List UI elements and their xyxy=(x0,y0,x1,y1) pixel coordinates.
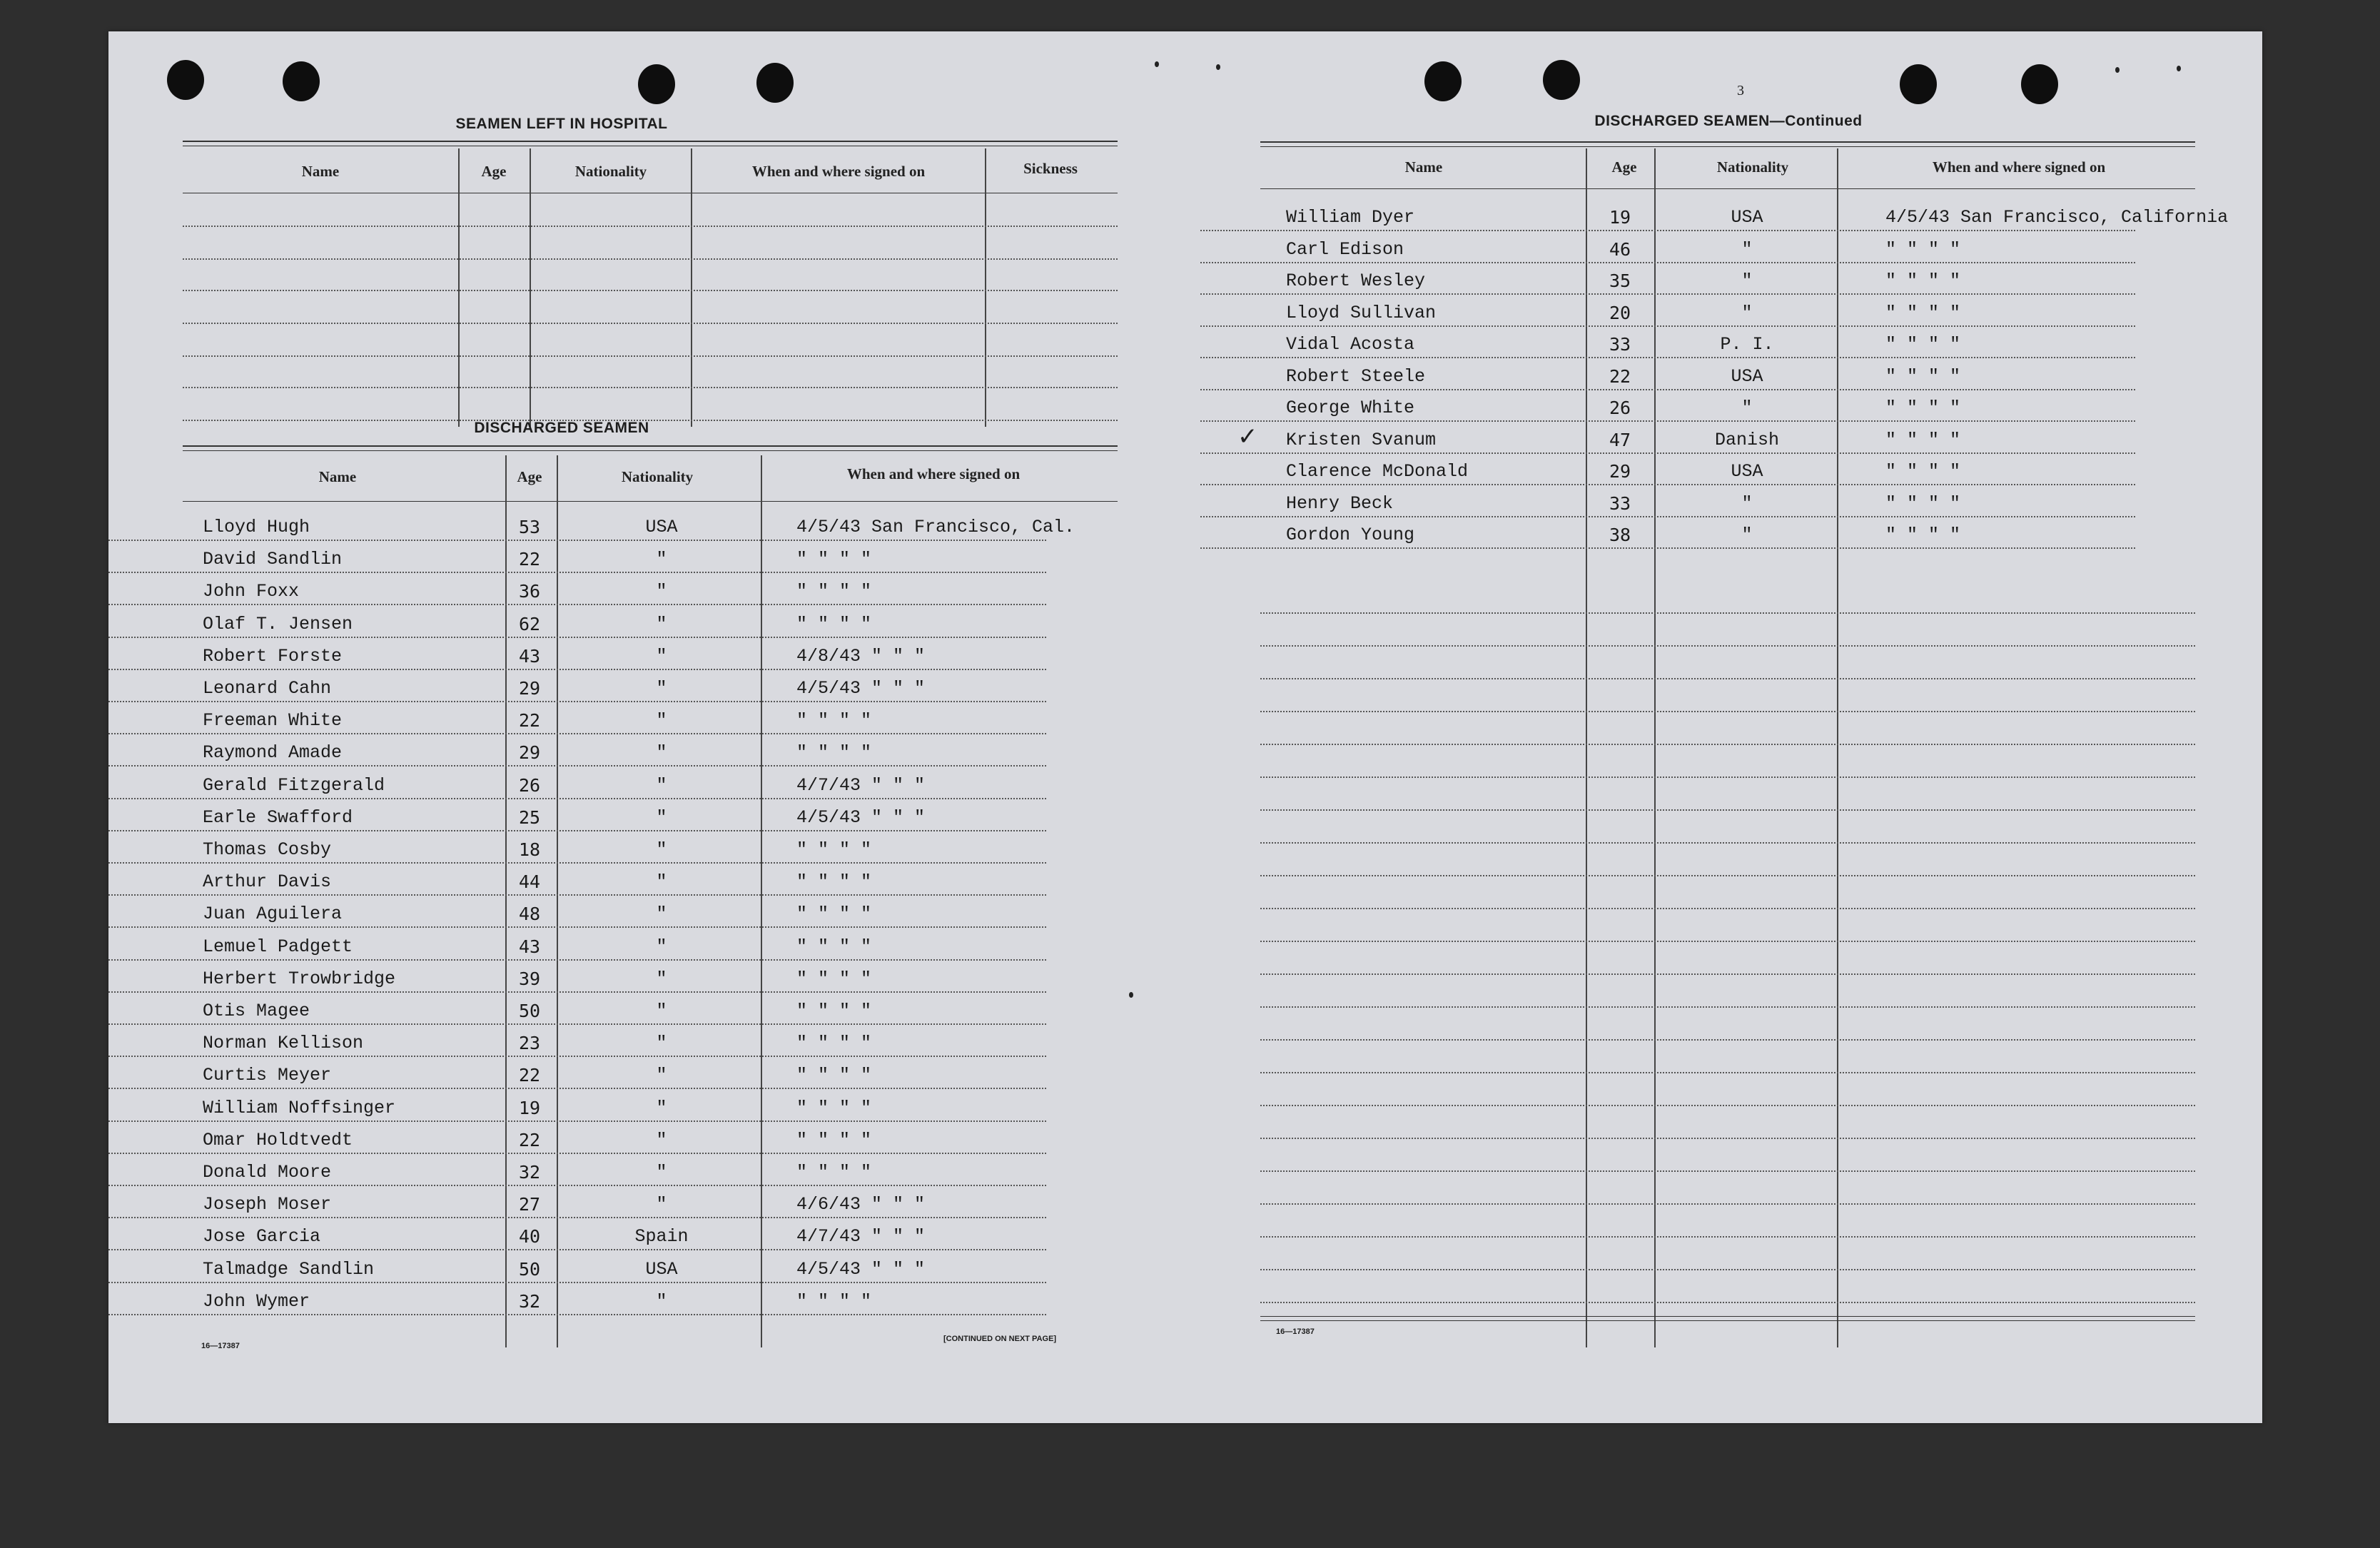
seaman-name: Freeman White xyxy=(203,710,343,732)
seaman-nationality: " xyxy=(656,1097,667,1118)
seaman-nationality: " xyxy=(656,678,667,699)
punch-hole xyxy=(756,63,794,103)
table-row xyxy=(108,614,1046,645)
discharged-col-age: Age xyxy=(517,468,542,485)
form-number-right: 16—17387 xyxy=(1276,1327,1315,1336)
signed-on: " " " " xyxy=(796,710,872,732)
table-row xyxy=(108,549,1046,580)
seaman-nationality: Danish xyxy=(1714,429,1779,450)
signed-on: " " " " xyxy=(796,1162,872,1183)
seaman-name: Robert Steele xyxy=(1286,365,1426,387)
table-row xyxy=(1200,398,2135,429)
seaman-name: Omar Holdtvedt xyxy=(203,1129,353,1150)
seaman-name: William Noffsinger xyxy=(203,1097,396,1118)
seaman-age: 44 xyxy=(518,871,541,893)
seaman-age: 53 xyxy=(518,517,541,537)
table-row xyxy=(108,1194,1046,1225)
seaman-nationality: " xyxy=(656,1162,667,1183)
seaman-age: 62 xyxy=(518,613,541,634)
seaman-nationality: " xyxy=(656,710,667,732)
hospital-col-signed: When and where signed on xyxy=(751,163,926,180)
seaman-age: 18 xyxy=(518,839,541,860)
seaman-name: Lloyd Sullivan xyxy=(1286,302,1437,323)
hospital-title: SEAMEN LEFT IN HOSPITAL xyxy=(455,116,668,132)
seaman-age: 25 xyxy=(518,806,541,828)
signed-on: 4/7/43 " " " xyxy=(796,774,926,796)
table-row xyxy=(108,968,1046,1000)
seaman-nationality: " xyxy=(1741,525,1753,545)
seaman-age: 19 xyxy=(518,1097,541,1118)
seaman-name: Carl Edison xyxy=(1286,238,1404,260)
table-row xyxy=(1200,525,2135,556)
table-row xyxy=(108,581,1046,612)
seaman-nationality: " xyxy=(656,1065,667,1086)
seaman-age: 22 xyxy=(1609,365,1631,387)
seaman-age: 47 xyxy=(1609,429,1631,450)
table-row xyxy=(1200,207,2229,238)
seaman-nationality: " xyxy=(656,936,667,957)
form-number: 16—17387 xyxy=(201,1342,240,1350)
seaman-age: 40 xyxy=(518,1226,541,1248)
seaman-age: 38 xyxy=(1609,525,1631,545)
signed-on: " " " " xyxy=(796,581,872,602)
signed-on: " " " " xyxy=(1885,525,1961,545)
table-row xyxy=(108,1291,1046,1322)
table-row xyxy=(1200,461,2135,492)
seaman-age: 29 xyxy=(518,678,541,699)
seaman-nationality: " xyxy=(656,1290,667,1312)
seaman-name: Earle Swafford xyxy=(203,806,353,828)
seaman-name: Talmadge Sandlin xyxy=(203,1258,375,1280)
seaman-name: Otis Magee xyxy=(203,1001,310,1021)
table-row xyxy=(1200,493,2135,525)
seaman-nationality: " xyxy=(1741,270,1753,291)
seaman-nationality: " xyxy=(656,645,667,667)
table-row xyxy=(1200,270,2135,302)
seaman-nationality: " xyxy=(656,904,667,925)
discharged-col-nationality: Nationality xyxy=(621,468,694,485)
punch-hole xyxy=(2021,64,2058,104)
seaman-name: Lemuel Padgett xyxy=(203,936,353,957)
seaman-nationality: " xyxy=(656,871,667,893)
table-row xyxy=(108,742,1046,774)
table-row xyxy=(1200,422,2135,461)
seaman-nationality: " xyxy=(656,1129,667,1150)
seaman-age: 22 xyxy=(518,710,541,732)
seaman-nationality: USA xyxy=(645,1258,678,1280)
signed-on: " " " " xyxy=(796,549,872,570)
seaman-nationality: " xyxy=(656,1001,667,1021)
table-row xyxy=(108,1130,1046,1161)
seaman-nationality: USA xyxy=(1731,461,1763,482)
seaman-age: 22 xyxy=(518,1129,541,1150)
seaman-age: 33 xyxy=(1609,334,1631,355)
continued-note: [CONTINUED ON NEXT PAGE] xyxy=(943,1335,1057,1343)
seaman-nationality: " xyxy=(656,839,667,860)
seaman-name: Arthur Davis xyxy=(203,871,332,893)
seaman-name: Gerald Fitzgerald xyxy=(203,774,385,796)
seaman-age: 27 xyxy=(518,1194,541,1215)
table-row xyxy=(108,839,1046,871)
seaman-age: 50 xyxy=(518,1001,541,1021)
seaman-nationality: " xyxy=(656,1033,667,1054)
seaman-name: David Sandlin xyxy=(203,549,343,570)
seaman-age: 19 xyxy=(1609,207,1631,228)
seaman-age: 46 xyxy=(1609,238,1631,260)
signed-on: " " " " xyxy=(796,742,872,764)
seaman-nationality: " xyxy=(1741,302,1753,323)
table-row xyxy=(108,775,1046,806)
signed-on: 4/5/43 San Francisco, Cal. xyxy=(796,517,1075,537)
seaman-nationality: " xyxy=(1741,492,1753,514)
signed-on: 4/8/43 " " " xyxy=(796,645,926,667)
table-row xyxy=(108,1033,1046,1064)
hospital-col-sickness: Sickness xyxy=(1023,160,1078,177)
seaman-nationality: " xyxy=(656,742,667,764)
seaman-name: Jose Garcia xyxy=(203,1226,321,1248)
continued-col-nationality: Nationality xyxy=(1716,158,1789,176)
hospital-col-nationality: Nationality xyxy=(574,163,647,180)
continued-col-signed: When and where signed on xyxy=(1932,158,2106,176)
table-row xyxy=(108,807,1046,839)
seaman-age: 29 xyxy=(1609,461,1631,482)
seaman-name: Lloyd Hugh xyxy=(203,517,310,537)
table-row xyxy=(108,1001,1046,1032)
seaman-name: Robert Forste xyxy=(203,645,343,667)
punch-hole xyxy=(638,64,675,104)
seaman-name: Curtis Meyer xyxy=(203,1065,332,1086)
hospital-col-age: Age xyxy=(481,163,507,180)
seaman-age: 48 xyxy=(518,904,541,925)
signed-on: " " " " xyxy=(1885,334,1961,355)
seaman-age: 50 xyxy=(518,1258,541,1280)
table-row xyxy=(108,517,1075,548)
seaman-nationality: " xyxy=(656,774,667,796)
seaman-name: Olaf T. Jensen xyxy=(203,613,353,634)
signed-on: " " " " xyxy=(796,613,872,634)
seaman-nationality: " xyxy=(1741,238,1753,260)
continued-col-name: Name xyxy=(1404,158,1443,176)
signed-on: 4/6/43 " " " xyxy=(796,1194,926,1215)
table-row xyxy=(1200,303,2135,334)
seaman-age: 39 xyxy=(518,968,541,989)
seaman-nationality: USA xyxy=(1731,207,1763,228)
discharged-col-signed: When and where signed on xyxy=(846,465,1021,482)
seaman-nationality: " xyxy=(656,806,667,828)
seaman-nationality: " xyxy=(656,549,667,570)
seaman-age: 29 xyxy=(518,742,541,764)
signed-on: " " " " xyxy=(796,1001,872,1021)
document-sheet xyxy=(108,31,2262,1423)
seaman-name: Henry Beck xyxy=(1286,492,1394,514)
seaman-age: 43 xyxy=(518,645,541,667)
seaman-age: 32 xyxy=(518,1290,541,1312)
seaman-age: 36 xyxy=(518,581,541,602)
signed-on: " " " " xyxy=(1885,302,1961,323)
seaman-age: 35 xyxy=(1609,270,1631,291)
seaman-nationality: " xyxy=(656,1194,667,1215)
seaman-age: 20 xyxy=(1609,302,1631,323)
punch-hole xyxy=(1900,64,1937,104)
table-row xyxy=(108,1162,1046,1193)
continued-col-age: Age xyxy=(1611,158,1637,176)
signed-on: " " " " xyxy=(1885,238,1961,260)
punch-hole xyxy=(1543,60,1580,100)
signed-on: 4/7/43 " " " xyxy=(796,1226,926,1248)
table-row xyxy=(108,710,1046,742)
seaman-age: 43 xyxy=(518,936,541,957)
signed-on: " " " " xyxy=(796,1033,872,1054)
signed-on: 4/5/43 " " " xyxy=(796,1258,926,1280)
seaman-name: Clarence McDonald xyxy=(1286,461,1469,482)
table-row xyxy=(108,646,1046,677)
seaman-name: Juan Aguilera xyxy=(203,904,343,925)
seaman-name: George White xyxy=(1286,398,1415,418)
signed-on: " " " " xyxy=(796,1290,872,1312)
seaman-age: 22 xyxy=(518,549,541,570)
signed-on: " " " " xyxy=(1885,429,1961,450)
seaman-name: Donald Moore xyxy=(203,1162,332,1183)
seaman-nationality: " xyxy=(656,613,667,634)
seaman-name: Raymond Amade xyxy=(203,742,343,764)
seaman-age: 26 xyxy=(1609,398,1631,418)
discharged-continued-title: DISCHARGED SEAMEN—Continued xyxy=(1594,113,1863,129)
seaman-name: Gordon Young xyxy=(1286,525,1415,545)
signed-on: " " " " xyxy=(796,968,872,989)
signed-on: " " " " xyxy=(1885,492,1961,514)
signed-on: " " " " xyxy=(1885,270,1961,291)
seaman-age: 32 xyxy=(518,1162,541,1183)
seaman-name: John Foxx xyxy=(203,581,300,602)
table-row xyxy=(108,678,1046,709)
signed-on: " " " " xyxy=(796,904,872,925)
signed-on: 4/5/43 " " " xyxy=(796,678,926,699)
seaman-name: Norman Kellison xyxy=(203,1033,364,1054)
signed-on: 4/5/43 " " " xyxy=(796,806,926,828)
seaman-nationality: " xyxy=(1741,398,1753,418)
signed-on: " " " " xyxy=(796,1129,872,1150)
seaman-name: Joseph Moser xyxy=(203,1194,332,1215)
signed-on: 4/5/43 San Francisco, California xyxy=(1885,207,2229,228)
discharged-col-name: Name xyxy=(318,468,357,485)
punch-hole xyxy=(1424,61,1462,101)
signed-on: " " " " xyxy=(1885,398,1961,418)
seaman-nationality: " xyxy=(656,581,667,602)
seaman-name: John Wymer xyxy=(203,1290,310,1312)
seaman-age: 22 xyxy=(518,1065,541,1086)
check-mark: ✓ xyxy=(1237,422,1258,451)
signed-on: " " " " xyxy=(796,839,872,860)
table-row xyxy=(1200,366,2135,398)
table-row xyxy=(108,1226,1046,1258)
seaman-nationality: " xyxy=(656,968,667,989)
seaman-nationality: USA xyxy=(1731,365,1763,387)
page-number: 3 xyxy=(1737,83,1744,98)
seaman-name: Leonard Cahn xyxy=(203,678,332,699)
seaman-nationality: P. I. xyxy=(1720,334,1774,355)
seaman-name: Robert Wesley xyxy=(1286,270,1426,291)
table-row xyxy=(108,871,1046,903)
seaman-name: Thomas Cosby xyxy=(203,839,332,860)
table-row xyxy=(1200,334,2135,365)
table-row xyxy=(108,904,1046,935)
discharged-title: DISCHARGED SEAMEN xyxy=(474,420,649,436)
signed-on: " " " " xyxy=(796,936,872,957)
punch-hole xyxy=(167,60,204,100)
seaman-name: Vidal Acosta xyxy=(1286,334,1415,355)
signed-on: " " " " xyxy=(1885,461,1961,482)
seaman-age: 33 xyxy=(1609,492,1631,514)
seaman-age: 23 xyxy=(518,1033,541,1054)
table-row xyxy=(108,936,1046,968)
table-row xyxy=(108,1098,1046,1129)
seaman-nationality: USA xyxy=(645,517,678,537)
seaman-name: Herbert Trowbridge xyxy=(203,968,396,989)
seaman-age: 26 xyxy=(518,774,541,796)
hospital-col-name: Name xyxy=(301,163,340,180)
signed-on: " " " " xyxy=(1885,365,1961,387)
table-row xyxy=(108,1065,1046,1096)
table-row xyxy=(1200,239,2135,270)
seaman-nationality: Spain xyxy=(634,1226,689,1248)
signed-on: " " " " xyxy=(796,1097,872,1118)
table-row xyxy=(108,1259,1046,1290)
signed-on: " " " " xyxy=(796,871,872,893)
punch-hole xyxy=(283,61,320,101)
seaman-name: William Dyer xyxy=(1286,207,1415,228)
seaman-name: Kristen Svanum xyxy=(1286,429,1437,450)
signed-on: " " " " xyxy=(796,1065,872,1086)
